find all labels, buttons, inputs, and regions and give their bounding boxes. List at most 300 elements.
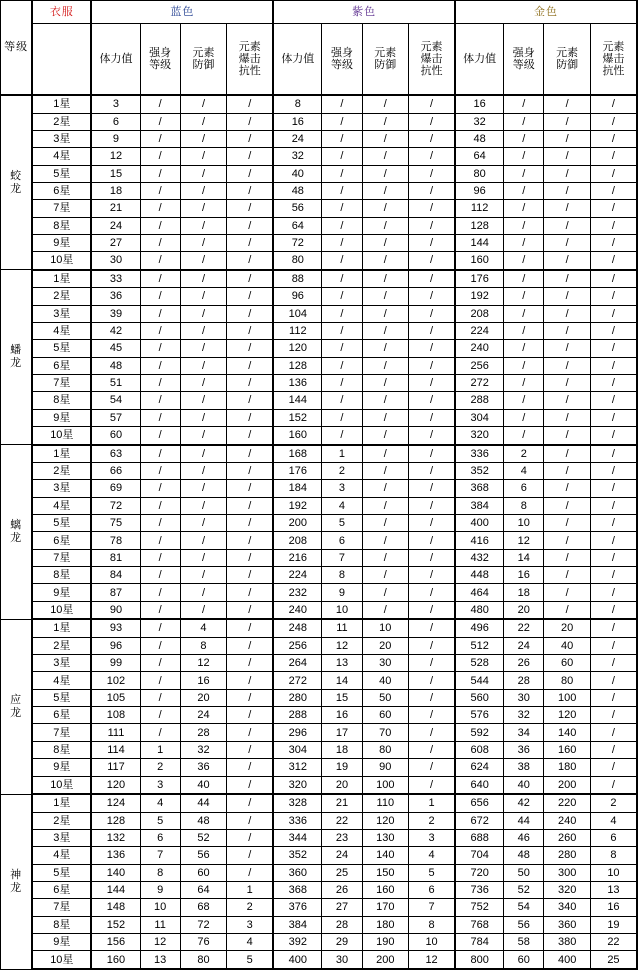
cell-purple-4: 4 [409, 847, 456, 864]
cell-purple-4: / [409, 305, 456, 322]
cell-purple-1: 272 [273, 672, 322, 689]
cell-blue-1: 18 [91, 182, 140, 199]
cell-blue-1: 33 [91, 270, 140, 288]
cell-purple-1: 248 [273, 619, 322, 637]
cell-purple-2: 18 [322, 741, 362, 758]
cell-blue-2: / [140, 148, 180, 165]
table-row [1, 427, 638, 445]
cell-gold-2: / [504, 200, 544, 217]
star-label: 8星 [32, 567, 91, 584]
cell-purple-2: / [322, 200, 362, 217]
cell-blue-1: 160 [91, 951, 140, 969]
cell-blue-2: / [140, 130, 180, 147]
cell-blue-2: / [140, 601, 180, 619]
cell-gold-2: 54 [504, 899, 544, 916]
cell-purple-2: / [322, 374, 362, 391]
table-row [1, 847, 638, 864]
cell-gold-1: 512 [455, 637, 504, 654]
cell-blue-3: 76 [180, 933, 227, 950]
cell-blue-1: 48 [91, 357, 140, 374]
table-row [1, 916, 638, 933]
cell-blue-1: 144 [91, 881, 140, 898]
cell-gold-2: / [504, 357, 544, 374]
cell-gold-1: 496 [455, 619, 504, 637]
cell-blue-1: 9 [91, 130, 140, 147]
cell-gold-4: / [590, 357, 637, 374]
cell-gold-3: 360 [544, 916, 591, 933]
cell-gold-2: 50 [504, 864, 544, 881]
cell-blue-3: / [180, 148, 227, 165]
cell-blue-2: 9 [140, 881, 180, 898]
cell-blue-1: 96 [91, 637, 140, 654]
cell-blue-1: 36 [91, 288, 140, 305]
cell-gold-1: 736 [455, 881, 504, 898]
cell-blue-1: 66 [91, 463, 140, 480]
cell-purple-3: / [362, 234, 409, 251]
cell-gold-1: 464 [455, 584, 504, 601]
cell-blue-1: 21 [91, 200, 140, 217]
star-label: 10星 [32, 951, 91, 969]
cell-gold-4: / [590, 480, 637, 497]
cell-blue-2: / [140, 567, 180, 584]
cell-gold-3: / [544, 463, 591, 480]
star-label: 10星 [32, 776, 91, 794]
cell-gold-2: 34 [504, 724, 544, 741]
rank-header: 等级 [1, 1, 33, 96]
cell-purple-1: 80 [273, 252, 322, 270]
cell-purple-3: / [362, 130, 409, 147]
cell-blue-3: / [180, 497, 227, 514]
cell-blue-3: / [180, 113, 227, 130]
cell-gold-1: 352 [455, 463, 504, 480]
cell-purple-4: / [409, 182, 456, 199]
cell-gold-4: 6 [590, 829, 637, 846]
cell-blue-3: 48 [180, 812, 227, 829]
cell-gold-4: / [590, 672, 637, 689]
table-row [1, 445, 638, 463]
cell-gold-4: / [590, 619, 637, 637]
cell-purple-4: 6 [409, 881, 456, 898]
cell-purple-3: / [362, 270, 409, 288]
cell-gold-3: / [544, 427, 591, 445]
cell-purple-2: 29 [322, 933, 362, 950]
cell-gold-3: 180 [544, 759, 591, 776]
cell-blue-4: / [227, 340, 274, 357]
cell-purple-1: 376 [273, 899, 322, 916]
cell-purple-3: 70 [362, 724, 409, 741]
cell-blue-4: / [227, 655, 274, 672]
cell-blue-1: 69 [91, 480, 140, 497]
cell-gold-3: / [544, 217, 591, 234]
cell-purple-3: / [362, 480, 409, 497]
cell-blue-3: / [180, 200, 227, 217]
cell-purple-3: / [362, 567, 409, 584]
cell-gold-3: / [544, 200, 591, 217]
dragon-name-1: 蛟 龙 [1, 95, 33, 270]
cell-gold-1: 256 [455, 357, 504, 374]
cell-gold-4: 8 [590, 847, 637, 864]
cell-blue-3: 64 [180, 881, 227, 898]
cell-purple-2: 16 [322, 707, 362, 724]
cell-gold-1: 576 [455, 707, 504, 724]
cell-gold-4: / [590, 234, 637, 251]
cell-blue-1: 140 [91, 864, 140, 881]
cell-gold-4: / [590, 497, 637, 514]
cell-gold-3: 160 [544, 741, 591, 758]
cell-blue-2: / [140, 619, 180, 637]
cell-gold-3: / [544, 305, 591, 322]
cell-purple-4: / [409, 689, 456, 706]
cell-gold-1: 288 [455, 392, 504, 409]
cell-purple-2: 24 [322, 847, 362, 864]
cell-gold-2: / [504, 409, 544, 426]
cell-blue-3: / [180, 374, 227, 391]
cell-gold-1: 752 [455, 899, 504, 916]
cell-purple-2: 27 [322, 899, 362, 916]
table-row [1, 637, 638, 654]
cell-purple-3: / [362, 200, 409, 217]
cell-gold-2: / [504, 95, 544, 113]
column-header-row [1, 24, 638, 96]
cell-gold-1: 64 [455, 148, 504, 165]
table-row [1, 392, 638, 409]
cell-purple-3: / [362, 549, 409, 566]
cell-gold-4: / [590, 148, 637, 165]
cell-blue-3: / [180, 217, 227, 234]
cell-blue-1: 111 [91, 724, 140, 741]
cell-purple-1: 400 [273, 951, 322, 969]
cell-blue-3: / [180, 427, 227, 445]
table-row [1, 724, 638, 741]
cell-blue-4: / [227, 619, 274, 637]
cell-gold-2: 46 [504, 829, 544, 846]
cell-gold-2: 26 [504, 655, 544, 672]
star-label: 2星 [32, 637, 91, 654]
cell-purple-4: 3 [409, 829, 456, 846]
cell-purple-3: / [362, 165, 409, 182]
cell-blue-3: / [180, 305, 227, 322]
cell-blue-2: / [140, 234, 180, 251]
cell-purple-1: 312 [273, 759, 322, 776]
star-label: 4星 [32, 497, 91, 514]
cell-gold-2: / [504, 148, 544, 165]
star-label: 9星 [32, 584, 91, 601]
cell-blue-3: 12 [180, 655, 227, 672]
cell-purple-4: / [409, 234, 456, 251]
cell-purple-3: 130 [362, 829, 409, 846]
cell-blue-2: / [140, 427, 180, 445]
cell-blue-4: / [227, 357, 274, 374]
cell-purple-1: 280 [273, 689, 322, 706]
cell-gold-2: 24 [504, 637, 544, 654]
cell-purple-3: / [362, 445, 409, 463]
cell-gold-4: / [590, 707, 637, 724]
cell-gold-3: / [544, 445, 591, 463]
star-label: 10星 [32, 252, 91, 270]
cell-gold-4: / [590, 445, 637, 463]
cell-purple-2: 9 [322, 584, 362, 601]
cell-gold-4: / [590, 409, 637, 426]
cell-gold-1: 144 [455, 234, 504, 251]
cell-gold-4: 10 [590, 864, 637, 881]
cell-blue-4: 5 [227, 951, 274, 969]
cell-purple-1: 296 [273, 724, 322, 741]
cell-purple-2: / [322, 427, 362, 445]
cell-blue-3: 36 [180, 759, 227, 776]
cell-gold-4: / [590, 374, 637, 391]
cell-blue-2: / [140, 305, 180, 322]
cell-blue-3: 68 [180, 899, 227, 916]
cell-gold-2: / [504, 165, 544, 182]
cell-blue-1: 84 [91, 567, 140, 584]
cell-gold-2: 56 [504, 916, 544, 933]
table-row [1, 881, 638, 898]
cell-blue-4: / [227, 463, 274, 480]
cell-gold-3: / [544, 515, 591, 532]
cell-gold-1: 544 [455, 672, 504, 689]
cell-gold-2: / [504, 182, 544, 199]
star-label: 2星 [32, 113, 91, 130]
cell-blue-3: / [180, 322, 227, 339]
cell-gold-1: 304 [455, 409, 504, 426]
cell-gold-3: 140 [544, 724, 591, 741]
cell-gold-1: 784 [455, 933, 504, 950]
cell-blue-1: 57 [91, 409, 140, 426]
cell-blue-2: / [140, 392, 180, 409]
cell-purple-1: 64 [273, 217, 322, 234]
cell-purple-2: 22 [322, 812, 362, 829]
cell-gold-3: / [544, 95, 591, 113]
cell-gold-2: 10 [504, 515, 544, 532]
star-label: 9星 [32, 759, 91, 776]
table-row [1, 584, 638, 601]
cell-purple-2: 2 [322, 463, 362, 480]
cell-purple-3: 10 [362, 619, 409, 637]
star-label: 5星 [32, 864, 91, 881]
cell-blue-1: 81 [91, 549, 140, 566]
cell-purple-2: 28 [322, 916, 362, 933]
cell-gold-3: / [544, 374, 591, 391]
cell-blue-1: 63 [91, 445, 140, 463]
cell-purple-4: / [409, 427, 456, 445]
cell-purple-1: 360 [273, 864, 322, 881]
cell-purple-1: 192 [273, 497, 322, 514]
cell-purple-2: 1 [322, 445, 362, 463]
star-label: 1星 [32, 445, 91, 463]
cell-purple-1: 392 [273, 933, 322, 950]
cell-gold-4: / [590, 340, 637, 357]
cell-gold-2: / [504, 288, 544, 305]
cell-purple-3: / [362, 497, 409, 514]
cell-blue-3: / [180, 409, 227, 426]
cell-gold-3: / [544, 252, 591, 270]
cell-gold-3: / [544, 584, 591, 601]
cell-gold-3: / [544, 601, 591, 619]
cell-blue-2: / [140, 340, 180, 357]
cell-gold-2: / [504, 130, 544, 147]
cell-gold-4: / [590, 427, 637, 445]
cell-gold-3: 300 [544, 864, 591, 881]
cell-purple-1: 88 [273, 270, 322, 288]
cell-blue-4: / [227, 724, 274, 741]
cell-gold-4: / [590, 741, 637, 758]
cell-blue-1: 12 [91, 148, 140, 165]
cell-purple-2: 25 [322, 864, 362, 881]
star-label: 3星 [32, 130, 91, 147]
cell-gold-4: / [590, 182, 637, 199]
cell-gold-2: / [504, 217, 544, 234]
star-label: 6星 [32, 357, 91, 374]
cell-blue-4: / [227, 392, 274, 409]
cell-purple-2: 13 [322, 655, 362, 672]
col-header-3-1: 体力值 [455, 24, 504, 96]
star-label: 8星 [32, 916, 91, 933]
cloth-header: 衣服 [32, 1, 91, 24]
cell-purple-3: 40 [362, 672, 409, 689]
cell-blue-4: / [227, 427, 274, 445]
cell-gold-1: 560 [455, 689, 504, 706]
cell-purple-3: / [362, 463, 409, 480]
cell-blue-1: 51 [91, 374, 140, 391]
cell-gold-2: / [504, 234, 544, 251]
cell-blue-4: / [227, 812, 274, 829]
cell-blue-1: 105 [91, 689, 140, 706]
cell-gold-1: 720 [455, 864, 504, 881]
table-row [1, 689, 638, 706]
cell-purple-1: 48 [273, 182, 322, 199]
cell-gold-1: 592 [455, 724, 504, 741]
cell-gold-3: 120 [544, 707, 591, 724]
cell-blue-2: / [140, 549, 180, 566]
cell-gold-3: / [544, 322, 591, 339]
cell-purple-3: / [362, 374, 409, 391]
cell-blue-1: 152 [91, 916, 140, 933]
cell-purple-3: 90 [362, 759, 409, 776]
cell-gold-3: / [544, 357, 591, 374]
cell-gold-1: 768 [455, 916, 504, 933]
cell-blue-3: / [180, 584, 227, 601]
cell-purple-1: 344 [273, 829, 322, 846]
star-label: 6星 [32, 182, 91, 199]
star-label: 3星 [32, 305, 91, 322]
cell-blue-1: 120 [91, 776, 140, 794]
cell-gold-3: 40 [544, 637, 591, 654]
table-row [1, 165, 638, 182]
cell-purple-3: / [362, 252, 409, 270]
star-label: 2星 [32, 288, 91, 305]
cell-gold-3: / [544, 480, 591, 497]
cell-gold-1: 528 [455, 655, 504, 672]
cell-blue-3: 56 [180, 847, 227, 864]
star-label: 7星 [32, 899, 91, 916]
cell-gold-1: 160 [455, 252, 504, 270]
cell-purple-1: 24 [273, 130, 322, 147]
table-row [1, 812, 638, 829]
cell-blue-4: / [227, 480, 274, 497]
cell-blue-4: / [227, 305, 274, 322]
cell-purple-4: / [409, 357, 456, 374]
cell-purple-3: / [362, 95, 409, 113]
cell-gold-1: 32 [455, 113, 504, 130]
star-label: 5星 [32, 689, 91, 706]
cell-purple-4: / [409, 567, 456, 584]
cell-gold-1: 416 [455, 532, 504, 549]
star-label: 9星 [32, 234, 91, 251]
cell-purple-4: 1 [409, 794, 456, 812]
cell-purple-3: / [362, 392, 409, 409]
cell-purple-4: 10 [409, 933, 456, 950]
cell-blue-2: / [140, 165, 180, 182]
table-row [1, 270, 638, 288]
star-label: 5星 [32, 515, 91, 532]
cell-blue-2: 12 [140, 933, 180, 950]
cell-gold-4: / [590, 217, 637, 234]
cell-purple-4: / [409, 480, 456, 497]
table-row [1, 217, 638, 234]
cell-gold-3: / [544, 549, 591, 566]
cell-blue-1: 117 [91, 759, 140, 776]
cell-purple-2: 23 [322, 829, 362, 846]
cell-gold-2: / [504, 322, 544, 339]
cell-blue-4: / [227, 515, 274, 532]
star-label: 7星 [32, 200, 91, 217]
cell-blue-2: / [140, 113, 180, 130]
cell-purple-3: / [362, 182, 409, 199]
cell-blue-4: / [227, 148, 274, 165]
cell-purple-4: / [409, 672, 456, 689]
cell-purple-4: / [409, 252, 456, 270]
cell-blue-1: 87 [91, 584, 140, 601]
cell-gold-4: / [590, 305, 637, 322]
cell-blue-3: 72 [180, 916, 227, 933]
cell-blue-3: / [180, 515, 227, 532]
cell-gold-3: 80 [544, 672, 591, 689]
cell-gold-2: 48 [504, 847, 544, 864]
cell-purple-2: 7 [322, 549, 362, 566]
star-label: 2星 [32, 463, 91, 480]
cell-gold-1: 400 [455, 515, 504, 532]
cell-purple-2: / [322, 148, 362, 165]
star-label: 2星 [32, 812, 91, 829]
cell-gold-2: 16 [504, 567, 544, 584]
cell-purple-4: / [409, 463, 456, 480]
cell-purple-1: 328 [273, 794, 322, 812]
col-header-3-3: 元素 防御 [544, 24, 591, 96]
cell-purple-2: 3 [322, 480, 362, 497]
cell-blue-2: / [140, 200, 180, 217]
cell-purple-4: / [409, 707, 456, 724]
cell-purple-1: 160 [273, 427, 322, 445]
cell-blue-2: / [140, 182, 180, 199]
cell-gold-3: / [544, 270, 591, 288]
cell-blue-3: / [180, 463, 227, 480]
cell-blue-3: 8 [180, 637, 227, 654]
cell-gold-3: / [544, 567, 591, 584]
star-label: 7星 [32, 374, 91, 391]
cell-blue-2: / [140, 217, 180, 234]
cell-gold-2: 12 [504, 532, 544, 549]
cell-blue-2: / [140, 689, 180, 706]
cell-blue-2: 11 [140, 916, 180, 933]
cell-purple-2: / [322, 357, 362, 374]
cell-blue-4: / [227, 374, 274, 391]
cell-purple-1: 208 [273, 532, 322, 549]
cell-purple-4: / [409, 584, 456, 601]
cell-gold-2: 38 [504, 759, 544, 776]
cell-blue-4: 4 [227, 933, 274, 950]
cell-purple-2: 10 [322, 601, 362, 619]
cell-purple-2: 12 [322, 637, 362, 654]
